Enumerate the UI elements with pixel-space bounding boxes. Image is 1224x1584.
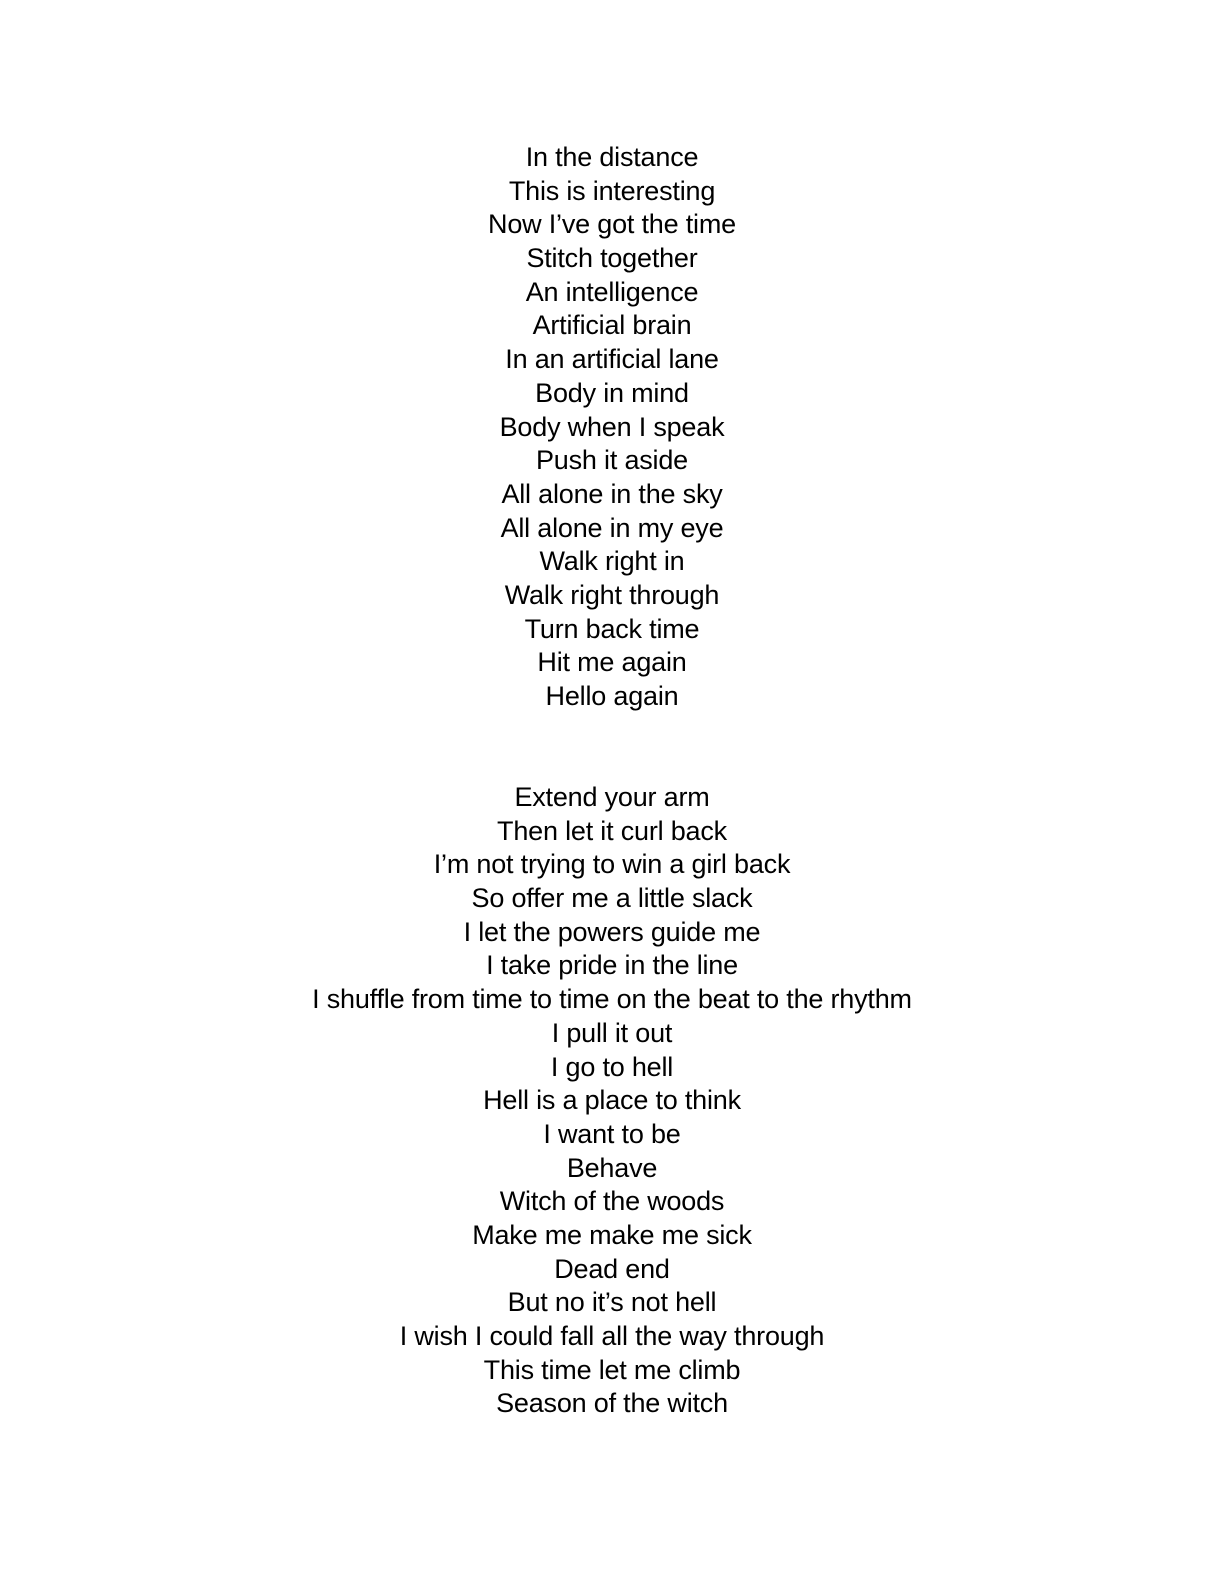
poem-line: Hit me again bbox=[537, 647, 687, 678]
poem-line: Behave bbox=[566, 1152, 658, 1183]
poem-line: Walk right in bbox=[539, 546, 685, 577]
poem-line: This time let me climb bbox=[483, 1354, 741, 1385]
poem-line: Push it aside bbox=[536, 445, 688, 476]
poem-line: In the distance bbox=[525, 142, 699, 172]
poem-line: I take pride in the line bbox=[486, 950, 738, 981]
poem-line: I let the powers guide me bbox=[463, 916, 761, 947]
poem-line: Stitch together bbox=[526, 243, 698, 274]
poem-line: Hello again bbox=[545, 681, 679, 711]
poem-line: Walk right through bbox=[504, 579, 720, 610]
poem-line: Hell is a place to think bbox=[483, 1085, 741, 1116]
poem-line: I wish I could fall all the way through bbox=[399, 1321, 825, 1351]
poem-line: But no it’s not hell bbox=[507, 1287, 717, 1318]
poem-line: This is interesting bbox=[508, 175, 716, 206]
poem-line: In an artificial lane bbox=[505, 344, 719, 375]
poem-line: I want to be bbox=[543, 1118, 681, 1149]
poem-line: Turn back time bbox=[524, 613, 700, 644]
poem-line: Make me make me sick bbox=[472, 1219, 752, 1250]
poem-line: I’m not trying to win a girl back bbox=[433, 849, 791, 880]
poem-line: Extend your arm bbox=[514, 782, 710, 812]
stanza-2 bbox=[0, 781, 1224, 1421]
stanza-1 bbox=[0, 141, 1224, 714]
poem-line: Body in mind bbox=[535, 377, 689, 408]
poem-line: So offer me a little slack bbox=[471, 883, 753, 914]
poem-line: Then let it curl back bbox=[497, 815, 727, 846]
poem-line: Season of the witch bbox=[496, 1388, 728, 1419]
poem-line: Witch of the woods bbox=[499, 1186, 725, 1217]
poem-line: Now I’ve got the time bbox=[488, 209, 736, 240]
poem-line: Body when I speak bbox=[499, 411, 725, 442]
poem-line: Artificial brain bbox=[532, 310, 692, 341]
poem-line: I shuffle from time to time on the beat to the rhythm bbox=[312, 984, 912, 1015]
poem-line: Dead end bbox=[554, 1253, 670, 1284]
poem-line: I go to hell bbox=[550, 1051, 674, 1082]
poem-line: All alone in the sky bbox=[501, 478, 723, 509]
poem-line: I pull it out bbox=[551, 1017, 673, 1048]
poem-line: An intelligence bbox=[525, 276, 699, 307]
poem-line: All alone in my eye bbox=[500, 512, 724, 543]
